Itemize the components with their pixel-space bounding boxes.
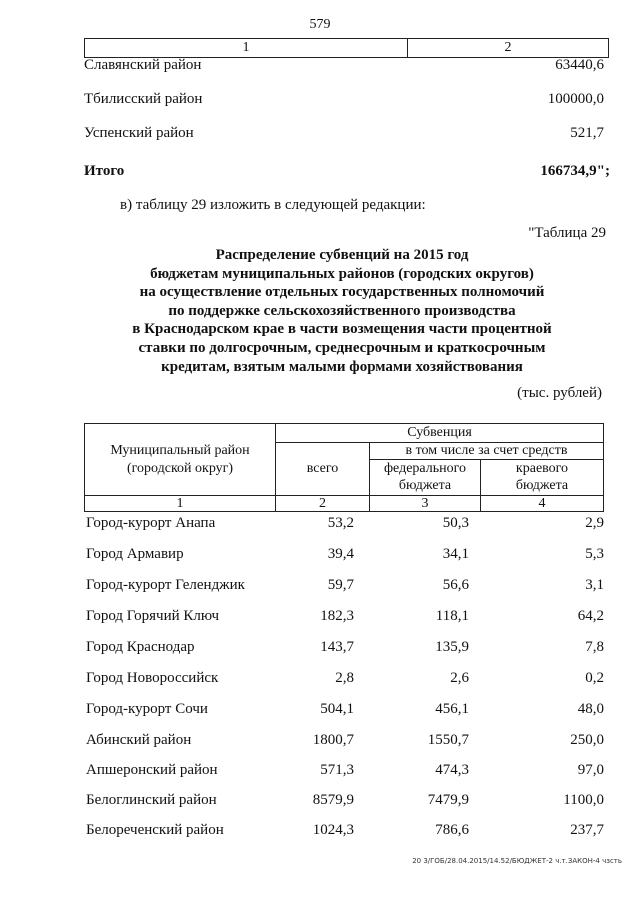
header-total: всего — [276, 443, 370, 496]
header-number-3: 3 — [370, 496, 481, 511]
header-municipality — [85, 424, 276, 496]
district-value: 521,7 — [570, 125, 604, 141]
table-row — [86, 790, 604, 810]
value-total: 8579,9 — [312, 792, 354, 808]
intro-text: в) таблицу 29 изложить в следующей редакции: — [120, 197, 426, 213]
table-title — [84, 246, 600, 376]
table-label: "Таблица 29 — [528, 225, 606, 241]
municipality-name: Белоглинский район — [86, 792, 217, 808]
total-value: 166734,9"; — [540, 163, 610, 179]
municipality-name: Белореченский район — [86, 822, 224, 838]
municipality-name: Город Краснодар — [86, 639, 195, 655]
title-line: бюджетам муниципальных районов (городских округов) — [150, 265, 534, 282]
title-line: по поддержке сельскохозяйственного производства — [168, 302, 516, 319]
header-subvention: Субвенция — [276, 424, 603, 443]
top-table-total-row — [84, 161, 610, 181]
value-regional: 7,8 — [585, 639, 604, 655]
page-number: 579 — [309, 17, 331, 32]
value-total: 2,8 — [335, 670, 354, 686]
value-total: 53,2 — [327, 515, 354, 531]
value-regional: 64,2 — [577, 608, 604, 624]
top-table-header-col2: 2 — [504, 40, 512, 55]
value-total: 1024,3 — [312, 822, 354, 838]
table-row — [86, 820, 604, 840]
top-table-row — [84, 55, 604, 75]
value-federal: 50,3 — [442, 515, 469, 531]
value-regional: 97,0 — [577, 762, 604, 778]
header-number-2: 2 — [276, 496, 370, 511]
title-line: кредитам, взятым малыми формами хозяйствования — [161, 358, 523, 375]
value-regional: 2,9 — [585, 515, 604, 531]
value-regional: 48,0 — [577, 701, 604, 717]
value-total: 182,3 — [320, 608, 354, 624]
title-line: на осуществление отдельных государственных полномочий — [139, 284, 545, 301]
municipality-name: Город-курорт Сочи — [86, 701, 208, 717]
document-footer: 20 3/ГОБ/28.04.2015/14.52/БЮДЖЕТ-2 ч.т.ЗАКОН-4 чзсть — [412, 857, 622, 865]
table-row — [86, 575, 604, 595]
value-federal: 474,3 — [435, 762, 469, 778]
value-total: 143,7 — [320, 639, 354, 655]
value-regional: 237,7 — [570, 822, 604, 838]
value-total: 59,7 — [327, 577, 354, 593]
table-row — [86, 668, 604, 688]
value-federal: 56,6 — [442, 577, 469, 593]
table-row — [86, 730, 604, 750]
title-line: ставки по долгосрочным, среднесрочным и краткосрочным — [138, 339, 546, 356]
value-regional: 0,2 — [585, 670, 604, 686]
table-row — [86, 637, 604, 657]
district-name: Успенский район — [84, 125, 194, 141]
district-value: 100000,0 — [547, 91, 604, 107]
value-federal: 7479,9 — [427, 792, 469, 808]
value-federal: 2,6 — [450, 670, 469, 686]
header-regional-text: краевого бюджета — [515, 461, 569, 493]
municipality-name: Город Горячий Ключ — [86, 608, 220, 624]
header-municipality-text: Муниципальный район (городской округ) — [110, 442, 250, 476]
header-number-1: 1 — [85, 496, 276, 511]
value-federal: 786,6 — [435, 822, 469, 838]
value-federal: 135,9 — [435, 639, 469, 655]
top-table-row — [84, 123, 604, 143]
district-value: 63440,6 — [555, 57, 604, 73]
municipality-name: Абинский район — [86, 732, 192, 748]
district-name: Славянский район — [84, 57, 202, 73]
municipality-name: Город Армавир — [86, 546, 184, 562]
value-regional: 3,1 — [585, 577, 604, 593]
municipality-name: Город Новороссийск — [86, 670, 219, 686]
value-regional: 250,0 — [570, 732, 604, 748]
table-row — [86, 760, 604, 780]
municipality-name: Город-курорт Геленджик — [86, 577, 245, 593]
table-row — [86, 513, 604, 533]
value-regional: 1100,0 — [563, 792, 604, 808]
municipality-name: Город-курорт Анапа — [86, 515, 216, 531]
top-table-header-col1: 1 — [85, 39, 408, 57]
value-total: 1800,7 — [312, 732, 354, 748]
header-federal — [370, 460, 481, 496]
units-label: (тыс. рублей) — [517, 385, 602, 401]
top-table-row — [84, 89, 604, 109]
header-including: в том числе за счет средств — [370, 443, 603, 460]
header-number-4: 4 — [538, 496, 546, 511]
municipality-name: Апшеронский район — [86, 762, 218, 778]
value-total: 39,4 — [327, 546, 354, 562]
table-row — [86, 544, 604, 564]
main-table-header — [84, 423, 604, 512]
value-total: 571,3 — [320, 762, 354, 778]
title-line: в Краснодарском крае в части возмещения части процентной — [132, 321, 552, 338]
value-total: 504,1 — [320, 701, 354, 717]
value-federal: 1550,7 — [427, 732, 469, 748]
title-line: Распределение субвенций на 2015 год — [215, 247, 469, 263]
total-label: Итого — [84, 163, 125, 179]
table-row — [86, 699, 604, 719]
value-federal: 118,1 — [435, 608, 469, 624]
value-federal: 34,1 — [442, 546, 469, 562]
district-name: Тбилисский район — [84, 91, 203, 107]
value-regional: 5,3 — [585, 546, 604, 562]
header-regional — [481, 460, 603, 496]
header-federal-text: федерального бюджета — [383, 461, 467, 493]
table-row — [86, 606, 604, 626]
value-federal: 456,1 — [435, 701, 469, 717]
